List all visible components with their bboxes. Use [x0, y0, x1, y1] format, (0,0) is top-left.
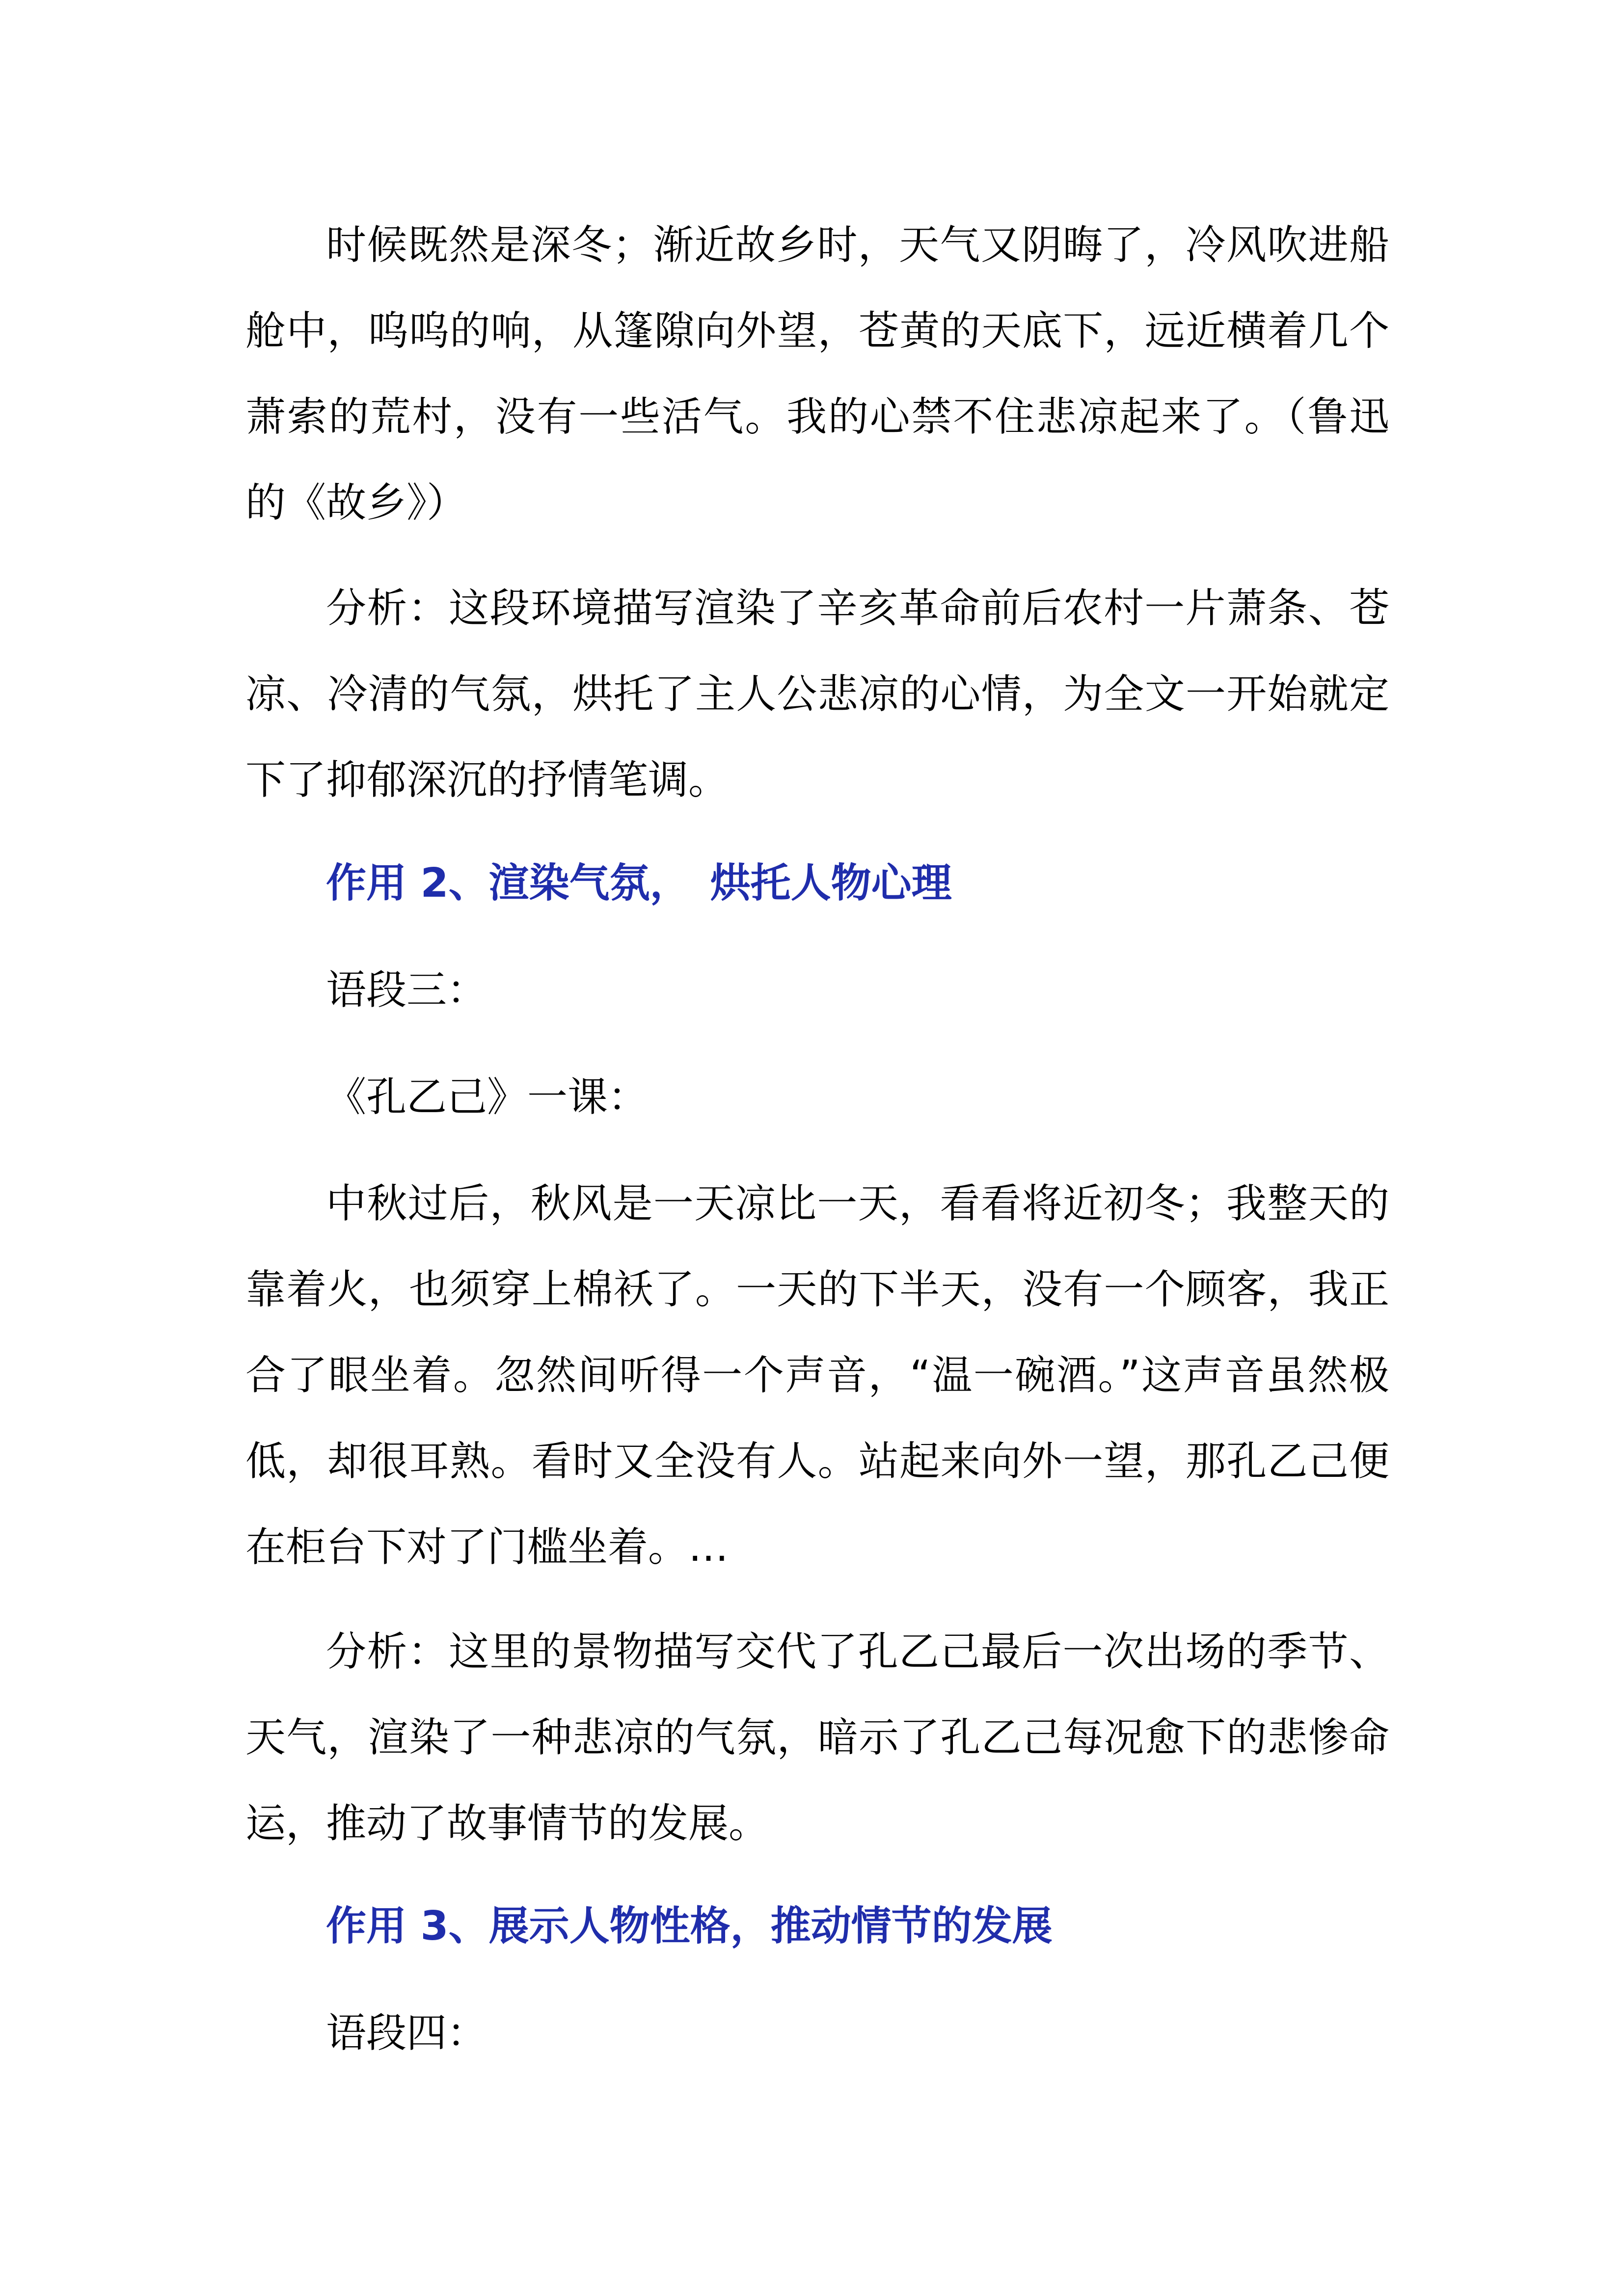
paragraph-analysis-1: 分析：这段环境描写渲染了辛亥革命前后农村一片萧条、苍凉、冷清的气氛，烘托了主人公悲凉的心情，为全文一开始就定下了抑郁深沉的抒情笔调。: [245, 585, 1389, 803]
label-kong-yiji-lesson: 《孔乙己》一课：: [326, 1074, 649, 1121]
section-heading-function-3: 作用 3、展示人物性格，推动情节的发展: [326, 1903, 1053, 1949]
label-passage-4: 语段四：: [326, 2010, 487, 2056]
paragraph-kong-yiji-quote: 中秋过后，秋风是一天凉比一天，看看将近初冬；我整天的靠着火，也须穿上棉袄了。一天的下半天，没有一个顾客，我正合了眼坐着。忽然间听得一个声音，“温一碗酒。”这声音虽然极低，却很耳熟。看时又全没有人。站起来向外一望，那孔乙己便在柜台下对了门槛坐着。…: [245, 1180, 1389, 1571]
paragraph-hometown-quote: 时候既然是深冬；渐近故乡时，天气又阴晦了，冷风吹进船舱中，呜呜的响，从篷隙向外望，苍黄的天底下，远近横着几个萧索的荒村，没有一些活气。我的心禁不住悲凉起来了。（鲁迅的《故乡》）: [245, 222, 1389, 526]
label-passage-3: 语段三：: [326, 967, 487, 1014]
paragraph-analysis-2: 分析：这里的景物描写交代了孔乙己最后一次出场的季节、天气，渲染了一种悲凉的气氛，暗示了孔乙己每况愈下的悲惨命运，推动了故事情节的发展。: [245, 1629, 1389, 1847]
section-heading-function-2: 作用 2、渲染气氛， 烘托人物心理: [326, 860, 952, 907]
